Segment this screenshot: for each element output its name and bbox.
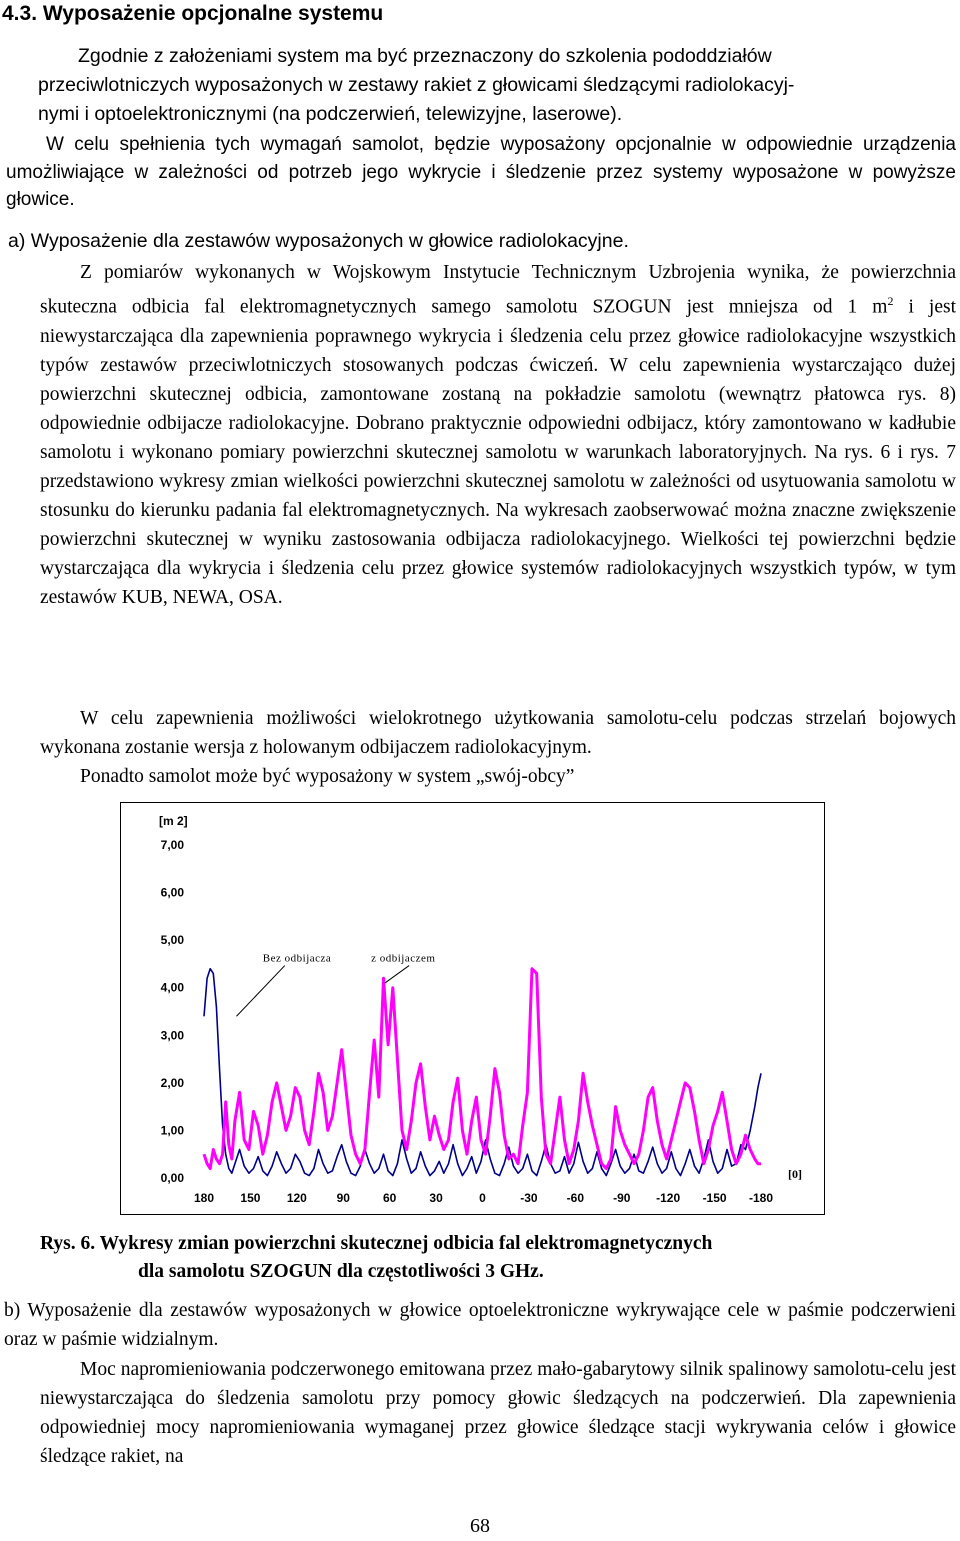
paragraph-measurements bbox=[40, 258, 956, 612]
rcs-chart bbox=[120, 802, 825, 1215]
caption-line1: Rys. 6. Wykresy zmian powierzchni skutecznej odbicia fal elektromagnetycznych bbox=[40, 1233, 713, 1254]
annotation-without-reflector: Bez odbijacza bbox=[262, 952, 332, 965]
y-tick-label: 0,00 bbox=[160, 1171, 184, 1185]
x-tick-label: 150 bbox=[240, 1191, 261, 1205]
x-tick-label: -150 bbox=[702, 1191, 727, 1205]
x-tick-label: 90 bbox=[336, 1191, 350, 1205]
y-tick-label: 4,00 bbox=[160, 980, 184, 995]
paragraph-intro-line3: nymi i optoelektronicznymi (na podczerwień, telewizyjne, laserowe). bbox=[38, 103, 623, 125]
paragraph-intro-line1: Zgodnie z założeniami system ma być przeznaczony do szkolenia pododdziałów bbox=[78, 45, 772, 67]
y-tick-label: 3,00 bbox=[160, 1028, 184, 1043]
figure-caption bbox=[40, 1230, 712, 1286]
x-tick-label: -30 bbox=[520, 1191, 538, 1205]
list-item-b: b) Wyposażenie dla zestawów wyposażonych w głowice optoelektroniczne wykrywające cele w paśmie podczerwieni oraz w paśmie widzialnym. bbox=[4, 1300, 956, 1350]
annotation-with-reflector: z odbijaczem bbox=[371, 952, 436, 965]
x-tick-label: 180 bbox=[193, 1191, 215, 1205]
x-tick-label: -90 bbox=[613, 1191, 631, 1205]
y-tick-label: 2,00 bbox=[160, 1075, 184, 1090]
annotation-pointer-with bbox=[385, 966, 409, 983]
paragraph-towed-reflector: W celu zapewnienia możliwości wielokrotnego użytkowania samolotu-celu podczas strzelań bojowych wykonana zostanie wersja z holowanym odbijaczem radiolokacyjnym. bbox=[40, 708, 956, 758]
measurements-text-end: i jest niewystarczająca dla zapewnienia poprawnego wykrycia i śledzenia celu przez głowice radiolokacyjne wszystkich typów zestawów przeciwlotniczych stosowanych podczas ćwiczeń. W celu zapewnienia wystarczająco dużej powierzchni skutecznej odbicia, zamontowane zostaną na pokładzie samolotu (wewnątrz płatowca rys. 8) odpowiednie odbijacze radiolokacyjne. Dobrano praktycznie odpowiedni odbijacz, który zamontowano w kadłubie samolotu i wykonano pomiary powierzchni skutecznej samolotu w warunkach laboratoryjnych. Na rys. 6 i rys. 7 przedstawiono wykresy zmian wielkości powierzchni skutecznej samolotu w zależności od usytuowania samolotu w stosunku do kierunku padania fal elektromagnetycznych. Na wykresach zaobserwować można znaczne zwiększenie powierzchni skutecznej w wyniku zastosowania odbijacza radiolokacyjnego. Wielkości tej powierzchni będzie wystarczająca dla wykrycia i śledzenia celu przez głowice systemów radiolokacyjnych wszystkich typów, w tym zestawów KUB, NEWA, OSA. bbox=[40, 296, 956, 608]
paragraph-intro-line2: przeciwlotniczych wyposażonych w zestawy rakiet z głowicami śledzącymi radiolokacyj- bbox=[38, 74, 795, 96]
x-tick-label: -120 bbox=[656, 1191, 681, 1205]
y-tick-label: 7,00 bbox=[160, 838, 184, 852]
x-tick-label: -180 bbox=[748, 1191, 774, 1205]
paragraph-iff: Ponadto samolot może być wyposażony w system „swój-obcy” bbox=[80, 766, 575, 787]
page-number: 68 bbox=[470, 1515, 490, 1537]
paragraph-equipment: W celu spełnienia tych wymagań samolot, będzie wyposażony opcjonalnie w odpowiednie urządzenia umożliwiające w zależności od potrzeb jego wykrycie i śledzenie przez systemy wyposażone w powyższe głowice. bbox=[6, 134, 956, 210]
x-tick-label: 0 bbox=[479, 1191, 486, 1205]
y-tick-label: 5,00 bbox=[160, 933, 184, 948]
series-line-with-reflector bbox=[204, 969, 761, 1169]
caption-line2: dla samolotu SZOGUN dla częstotliwości 3 GHz. bbox=[138, 1261, 544, 1282]
y-tick-label: 1,00 bbox=[160, 1123, 184, 1138]
x-axis-unit-label: [0] bbox=[788, 1167, 802, 1181]
y-axis-unit-label: [m 2] bbox=[159, 814, 188, 828]
x-tick-label: -60 bbox=[566, 1191, 585, 1205]
y-tick-label: 6,00 bbox=[160, 885, 184, 900]
measurements-text-start: Z pomiarów wykonanych w Wojskowym Instytucie Technicznym Uzbrojenia wynika, że powierzchnia skuteczna odbicia fal elektromagnetycznych samego samolotu SZOGUN jest mniejsza od 1 m bbox=[40, 262, 956, 318]
section-heading: 4.3. Wyposażenie opcjonalne systemu bbox=[2, 2, 384, 25]
x-tick-label: 60 bbox=[382, 1191, 397, 1205]
list-item-a: a) Wyposażenie dla zestawów wyposażonych w głowice radiolokacyjne. bbox=[8, 230, 629, 252]
x-tick-label: 120 bbox=[286, 1191, 307, 1205]
paragraph-ir-power: Moc napromieniowania podczerwonego emitowana przez mało-gabarytowy silnik spalinowy samolotu-celu jest niewystarczająca do śledzenia samolotu przy pomocy głowic śledzących na podczerwień. Dla zapewnienia odpowiedniej mocy napromieniowania wymaganej przez głowice śledzące stacji wykrywania celów i głowice śledzące rakiet, na bbox=[40, 1359, 956, 1467]
rcs-chart-svg bbox=[121, 803, 826, 1216]
superscript-2: 2 bbox=[887, 294, 894, 308]
annotation-pointer-without bbox=[236, 966, 284, 1017]
x-tick-label: 30 bbox=[429, 1191, 443, 1205]
